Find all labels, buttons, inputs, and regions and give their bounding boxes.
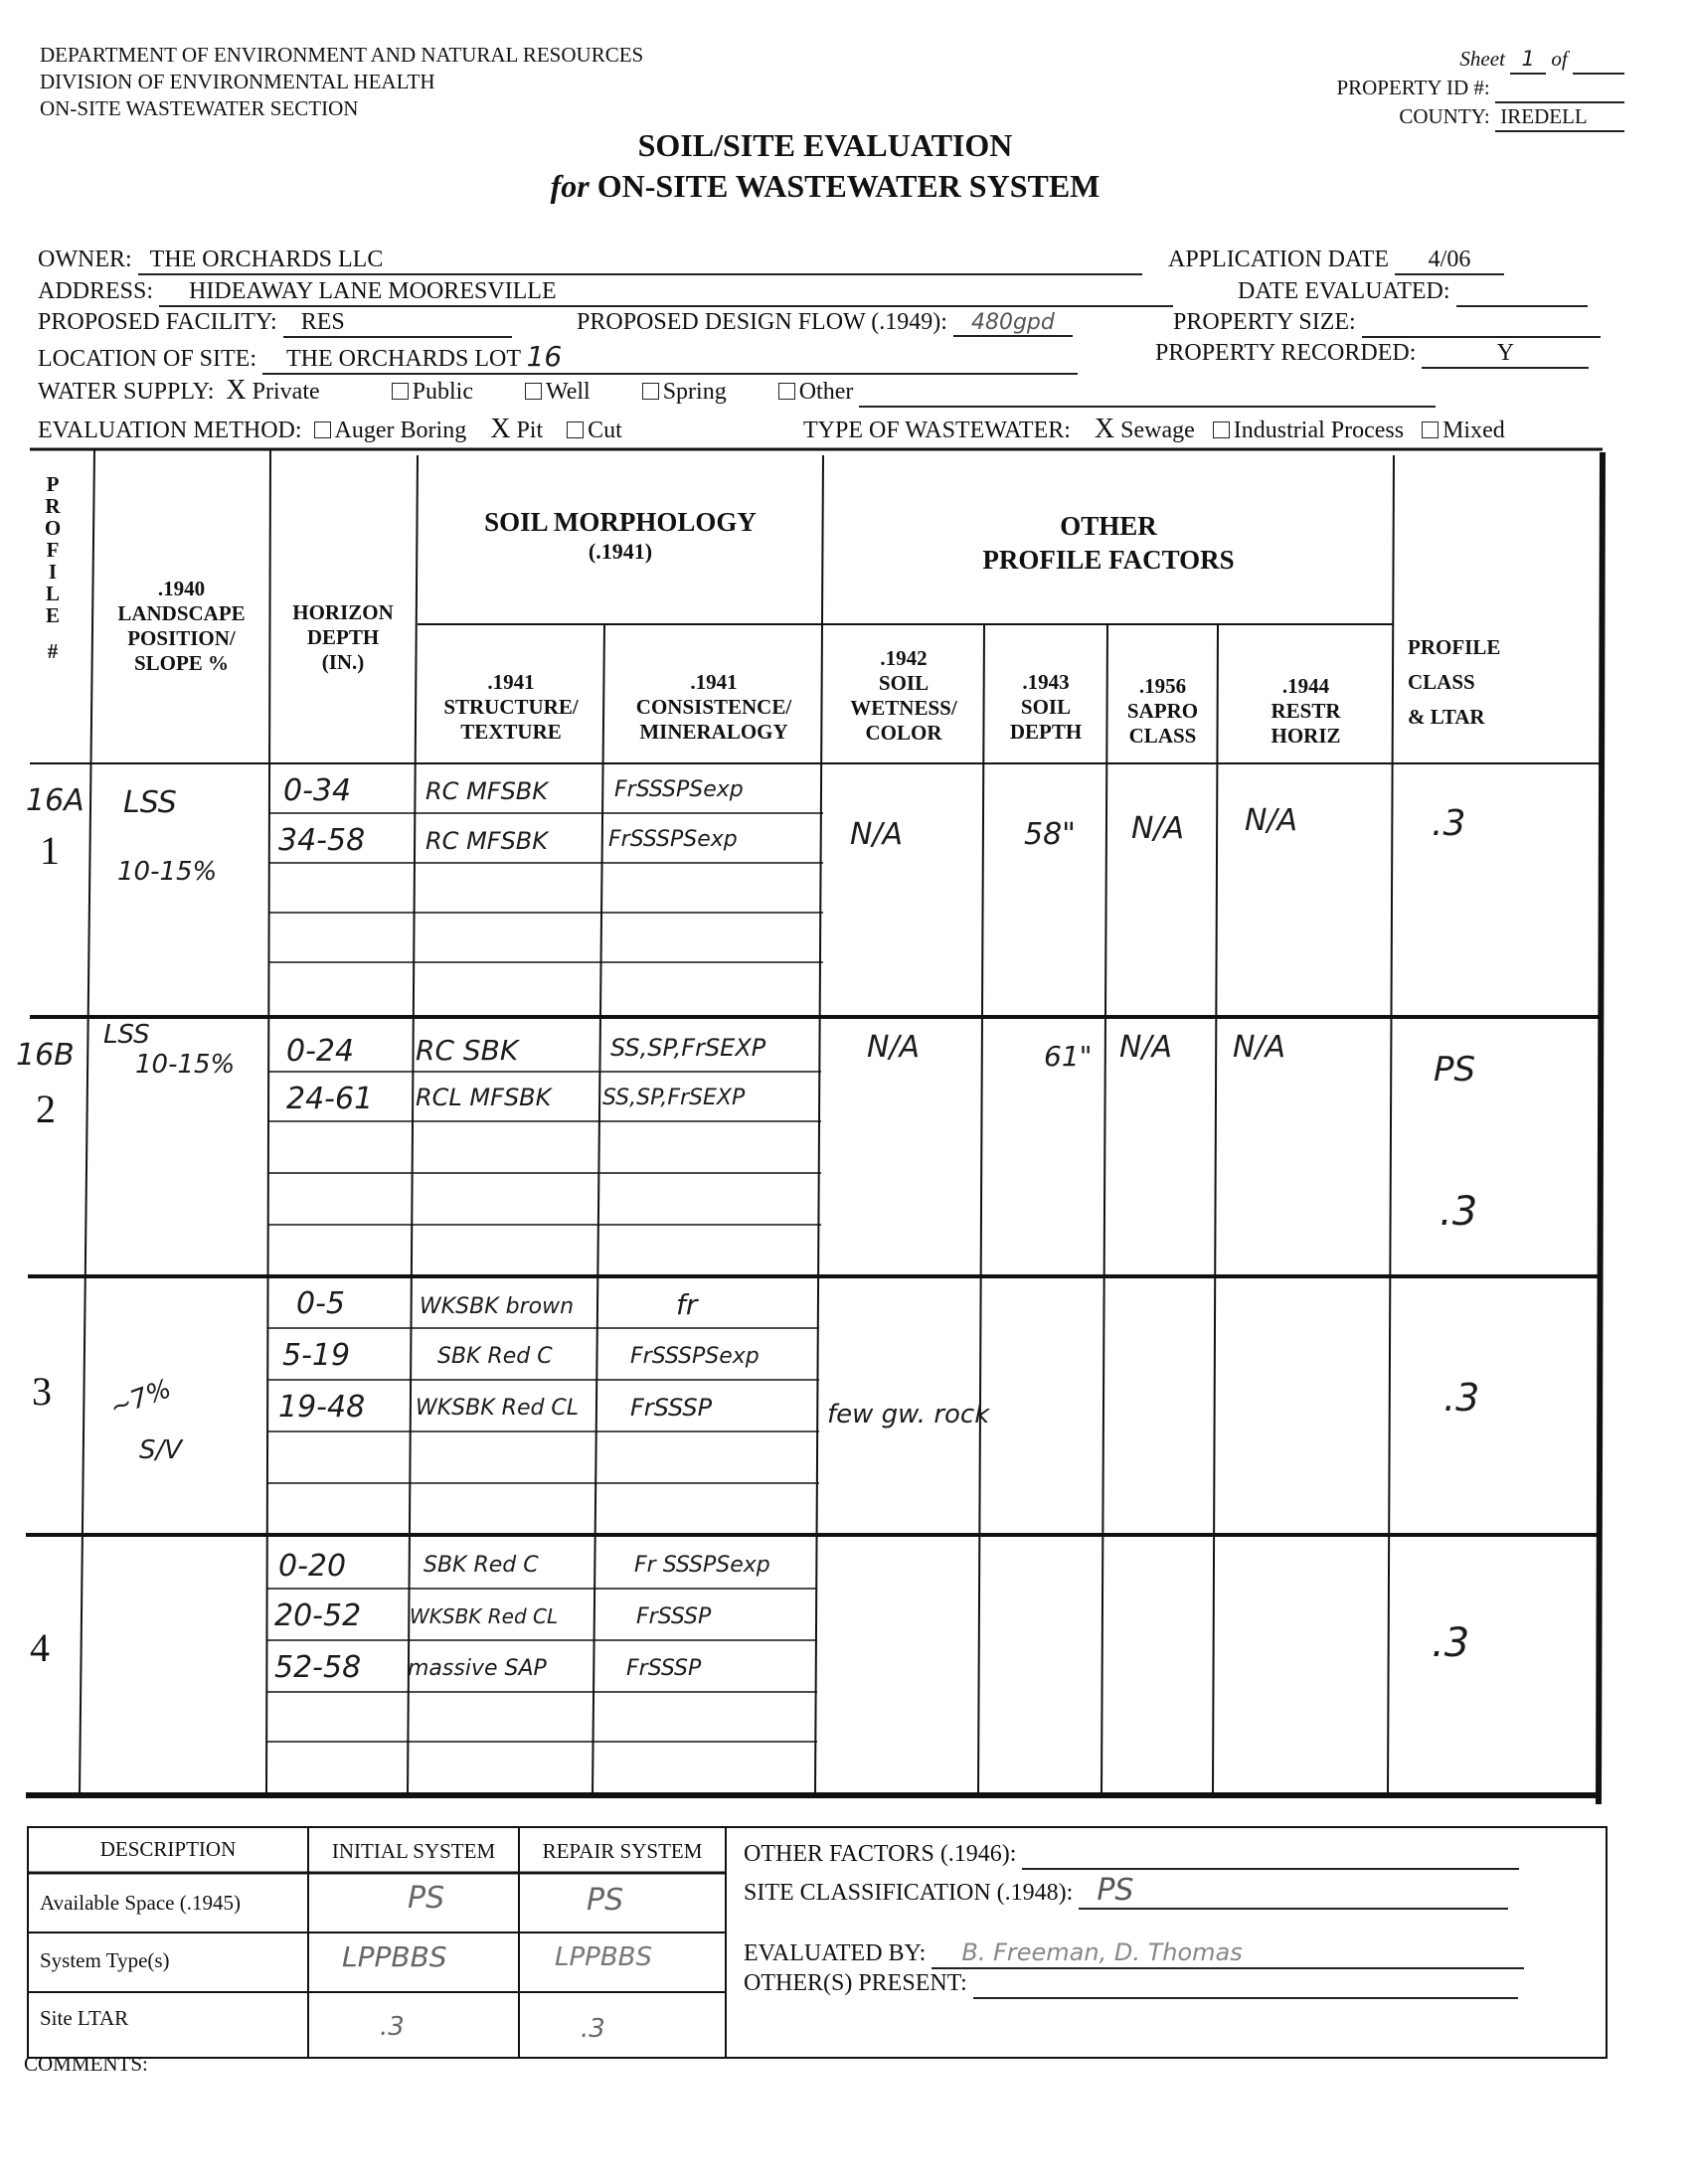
profile-3-h1-structure: WKSBK brown xyxy=(420,1294,575,1319)
profile-2-class: .3 xyxy=(1440,1189,1478,1235)
ww-mixed-text: Mixed xyxy=(1442,418,1505,443)
site-ltar-label: Site LTAR xyxy=(40,2006,129,2030)
structure-header-1: .1941 xyxy=(487,670,535,694)
restr-header xyxy=(1218,674,1394,749)
profile-4-h1-consistence: Fr SSSPSexp xyxy=(634,1553,770,1578)
profile-4-h3-structure: massive SAP xyxy=(408,1656,547,1681)
profile-3-landscape: ~7% xyxy=(105,1374,176,1424)
profile-3-h1-consistence: fr xyxy=(676,1288,698,1321)
profile-letter: # xyxy=(47,639,59,663)
soil-depth-header-1: .1943 xyxy=(1022,670,1070,694)
profile-2-restr: N/A xyxy=(1233,1030,1286,1065)
wetness-header-1: .1942 xyxy=(880,646,928,670)
profile-letter: I xyxy=(48,560,58,584)
property-recorded-value: Y xyxy=(1496,340,1515,366)
site-ltar-repair: .3 xyxy=(581,2014,605,2044)
consistence-header xyxy=(604,670,823,745)
profile-2-h1-structure: RC SBK xyxy=(416,1034,519,1067)
structure-header-2: STRUCTURE/ xyxy=(443,695,579,719)
property-recorded-label: PROPERTY RECORDED: xyxy=(1155,340,1417,366)
consistence-header-2: CONSISTENCE/ xyxy=(635,695,792,719)
landscape-header xyxy=(94,577,268,676)
profile-3-wetness: few gw. rock xyxy=(827,1400,990,1429)
lot-number: 16 xyxy=(526,340,563,373)
ww-industrial-text: Industrial Process xyxy=(1233,418,1405,443)
system-type-initial: LPPBBS xyxy=(342,1940,447,1973)
sheet-of-label: of xyxy=(1551,47,1568,71)
profile-2-label: 16B xyxy=(16,1038,75,1073)
wetness-header-3: WETNESS/ xyxy=(850,696,957,720)
water-public-text: Public xyxy=(412,379,473,405)
profile-letter: F xyxy=(46,538,60,562)
application-date-value: 4/06 xyxy=(1428,247,1471,272)
profile-1-slope: 10-15% xyxy=(117,857,218,887)
division-name: DIVISION OF ENVIRONMENTAL HEALTH xyxy=(40,70,435,93)
profile-2-soil-depth: 61" xyxy=(1044,1040,1093,1073)
water-private-mark: X xyxy=(226,375,247,406)
county-value: IREDELL xyxy=(1500,104,1588,128)
profile-2-h1-consistence: SS,SP,FrSEXP xyxy=(610,1034,766,1062)
profile-4-h2-structure: WKSBK Red CL xyxy=(410,1604,559,1628)
title-for: for xyxy=(550,168,590,204)
others-present-row xyxy=(744,1970,1518,1999)
site-ltar-initial: .3 xyxy=(380,2012,405,2042)
profile-1-soil-depth: 58" xyxy=(1024,817,1076,852)
eval-pit-text: Pit xyxy=(516,418,544,443)
location-label: LOCATION OF SITE: xyxy=(38,346,256,372)
other-profile-factors-header xyxy=(823,509,1394,577)
profile-letter: R xyxy=(45,494,61,518)
profile-1-h2-depth: 34-58 xyxy=(278,823,366,858)
profile-2-wetness: N/A xyxy=(867,1030,921,1065)
soil-morphology-code: (.1941) xyxy=(588,539,653,564)
profile-3-h2-consistence: FrSSSPSexp xyxy=(630,1344,760,1369)
water-spring-text: Spring xyxy=(662,379,727,405)
other-factors-row xyxy=(744,1841,1519,1870)
evaluated-by-label: EVALUATED BY: xyxy=(744,1940,927,1966)
soil-depth-header-2: SOIL xyxy=(1020,695,1072,719)
available-space-initial: PS xyxy=(408,1881,445,1916)
profile-3-h1-depth: 0-5 xyxy=(296,1286,345,1321)
eval-pit-mark: X xyxy=(490,414,511,444)
available-space-repair: PS xyxy=(587,1883,624,1918)
profile-2-h2-consistence: SS,SP,FrSEXP xyxy=(602,1086,746,1110)
profile-1-number: 1 xyxy=(40,828,60,873)
sheet-number[interactable]: 1 xyxy=(1510,46,1546,75)
restr-header-3: HORIZ xyxy=(1270,724,1341,748)
section-name: ON-SITE WASTEWATER SECTION xyxy=(40,96,359,120)
site-classification-field[interactable] xyxy=(1079,1873,1508,1910)
profile-2-h1-depth: 0-24 xyxy=(286,1034,355,1069)
profile-1-label: 16A xyxy=(26,783,85,818)
proposed-facility-value: RES xyxy=(300,309,345,335)
profile-2-slope: 10-15% xyxy=(135,1050,236,1080)
owner-label: OWNER: xyxy=(38,247,132,272)
summary-initial-header: INITIAL SYSTEM xyxy=(331,1839,496,1863)
other-factors-field[interactable] xyxy=(1022,1841,1519,1870)
soil-depth-header xyxy=(984,670,1107,745)
profile-class-header-1: PROFILE xyxy=(1408,635,1501,659)
profile-column-header xyxy=(30,473,76,662)
sapro-header-2: SAPRO xyxy=(1126,699,1199,723)
profile-1-h2-consistence: FrSSSPSexp xyxy=(608,827,738,852)
profile-2-landscape: LSS xyxy=(103,1020,150,1050)
profile-3-h3-consistence: FrSSSP xyxy=(630,1394,713,1422)
profile-2-sapro: N/A xyxy=(1119,1030,1173,1065)
profile-3-class: .3 xyxy=(1443,1376,1480,1420)
site-classification-label: SITE CLASSIFICATION (.1948): xyxy=(744,1880,1074,1906)
ww-sewage-mark: X xyxy=(1094,414,1115,444)
soil-morphology-title: SOIL MORPHOLOGY xyxy=(484,507,757,537)
soil-depth-header-3: DEPTH xyxy=(1009,720,1083,744)
design-flow-label: PROPOSED DESIGN FLOW (.1949): xyxy=(577,309,947,335)
property-id-label: PROPERTY ID #: xyxy=(1336,76,1490,99)
profile-3-h3-depth: 19-48 xyxy=(278,1390,366,1425)
consistence-header-1: .1941 xyxy=(690,670,738,694)
profile-letter: L xyxy=(45,582,60,605)
site-classification-value: PS xyxy=(1097,1873,1134,1908)
restr-header-1: .1944 xyxy=(1281,674,1330,698)
horizon-header xyxy=(270,600,416,675)
profile-1-class: .3 xyxy=(1432,803,1466,844)
restr-header-2: RESTR xyxy=(1270,699,1341,723)
structure-header-3: TEXTURE xyxy=(460,720,562,744)
system-type-label: System Type(s) xyxy=(40,1948,170,1972)
address-value: HIDEAWAY LANE MOORESVILLE xyxy=(189,278,557,304)
eval-auger-text: Auger Boring xyxy=(334,418,467,443)
profile-1-h1-consistence: FrSSSPSexp xyxy=(614,777,744,802)
horizon-header-2: DEPTH xyxy=(306,625,380,649)
others-present-label: OTHER(S) PRESENT: xyxy=(744,1970,967,1996)
profile-2-h2-structure: RCL MFSBK xyxy=(416,1084,552,1111)
profile-4-h1-depth: 0-20 xyxy=(278,1549,347,1584)
profile-class-header xyxy=(1394,630,1593,735)
landscape-header-3: POSITION/ xyxy=(127,626,236,650)
profile-3-h2-structure: SBK Red C xyxy=(437,1344,553,1369)
landscape-header-1: .1940 xyxy=(157,577,206,600)
water-well-text: Well xyxy=(545,379,591,405)
profile-4-h2-consistence: FrSSSP xyxy=(636,1604,712,1629)
department-name: DEPARTMENT OF ENVIRONMENT AND NATURAL RESOURCES xyxy=(40,43,644,67)
comments-label: COMMENTS: xyxy=(24,2052,148,2076)
summary-repair-header: REPAIR SYSTEM xyxy=(542,1839,703,1863)
other-factors-title-2: PROFILE FACTORS xyxy=(982,545,1235,575)
evaluated-by-field[interactable] xyxy=(932,1938,1524,1969)
consistence-header-3: MINERALOGY xyxy=(639,720,788,744)
profile-1-h1-depth: 0-34 xyxy=(283,773,352,808)
profile-1-restr: N/A xyxy=(1245,803,1298,838)
property-size-label: PROPERTY SIZE: xyxy=(1173,309,1356,335)
profile-4-class: .3 xyxy=(1432,1620,1470,1666)
water-supply-label: WATER SUPPLY: xyxy=(38,379,215,405)
landscape-header-2: LANDSCAPE xyxy=(117,601,246,625)
wastewater-type-label: TYPE OF WASTEWATER: xyxy=(803,418,1071,443)
other-factors-label: OTHER FACTORS (.1946): xyxy=(744,1841,1017,1867)
profile-3-h2-depth: 5-19 xyxy=(282,1338,351,1373)
application-date-label: APPLICATION DATE xyxy=(1168,247,1389,272)
horizon-header-3: (IN.) xyxy=(321,650,365,674)
horizon-header-1: HORIZON xyxy=(292,600,394,624)
profile-class-header-2: CLASS xyxy=(1408,670,1475,694)
profile-4-h2-depth: 20-52 xyxy=(274,1598,362,1633)
profile-2-h2-depth: 24-61 xyxy=(286,1082,374,1116)
profile-class-header-3: & LTAR xyxy=(1408,705,1485,729)
county-label: COUNTY: xyxy=(1399,104,1490,128)
evaluated-by-row xyxy=(744,1938,1524,1969)
water-private-text: Private xyxy=(252,379,320,405)
others-present-field[interactable] xyxy=(973,1970,1518,1999)
evaluation-method-label: EVALUATION METHOD: xyxy=(38,418,302,443)
proposed-facility-label: PROPOSED FACILITY: xyxy=(38,309,277,335)
profile-letter: O xyxy=(44,516,62,540)
profile-4-number: 4 xyxy=(30,1625,50,1670)
sapro-header-1: .1956 xyxy=(1138,674,1187,698)
structure-header xyxy=(418,670,604,745)
soil-morphology-header xyxy=(418,505,823,565)
landscape-header-4: SLOPE % xyxy=(133,651,230,675)
wetness-header xyxy=(823,646,984,746)
profile-1-landscape: LSS xyxy=(123,785,177,820)
profile-1-wetness: N/A xyxy=(850,817,904,852)
profile-1-h1-structure: RC MFSBK xyxy=(425,777,549,805)
profile-letter: P xyxy=(46,472,60,496)
profile-4-h3-consistence: FrSSSP xyxy=(626,1656,702,1681)
sapro-header-3: CLASS xyxy=(1128,724,1197,748)
sapro-header xyxy=(1107,674,1218,749)
title-line-2: ON-SITE WASTEWATER SYSTEM xyxy=(596,168,1101,204)
profile-3-slope: S/V xyxy=(139,1435,183,1465)
profile-4-h3-depth: 52-58 xyxy=(274,1650,362,1685)
summary-description-header: DESCRIPTION xyxy=(99,1837,237,1861)
eval-cut-text: Cut xyxy=(588,418,622,443)
site-classification-row xyxy=(744,1873,1508,1910)
ww-sewage-text: Sewage xyxy=(1120,418,1195,443)
profile-4-h1-structure: SBK Red C xyxy=(424,1553,539,1578)
water-other-text: Other xyxy=(798,379,854,405)
system-type-repair: LPPBBS xyxy=(555,1942,653,1972)
profile-1-h2-structure: RC MFSBK xyxy=(425,827,549,855)
profile-2-number: 2 xyxy=(36,1087,56,1131)
evaluated-by-signature: B. Freeman, D. Thomas xyxy=(961,1938,1243,1966)
profile-3-h3-structure: WKSBK Red CL xyxy=(416,1396,580,1421)
profile-2-class-top: PS xyxy=(1434,1050,1476,1090)
profile-3-number: 3 xyxy=(32,1369,52,1414)
sheet-label: Sheet xyxy=(1459,47,1505,71)
date-evaluated-label: DATE EVALUATED: xyxy=(1238,278,1450,304)
wetness-header-4: COLOR xyxy=(865,721,942,745)
other-factors-title-1: OTHER xyxy=(1060,511,1157,541)
owner-value: THE ORCHARDS LLC xyxy=(149,247,384,272)
available-space-label: Available Space (.1945) xyxy=(40,1891,241,1915)
wetness-header-2: SOIL xyxy=(878,671,930,695)
design-flow-value: 480gpd xyxy=(970,310,1055,335)
profile-letter: E xyxy=(45,603,60,627)
location-value: THE ORCHARDS LOT xyxy=(286,346,521,372)
profile-1-sapro: N/A xyxy=(1131,811,1185,846)
title-line-1: SOIL/SITE EVALUATION xyxy=(637,127,1013,163)
address-label: ADDRESS: xyxy=(38,278,154,304)
